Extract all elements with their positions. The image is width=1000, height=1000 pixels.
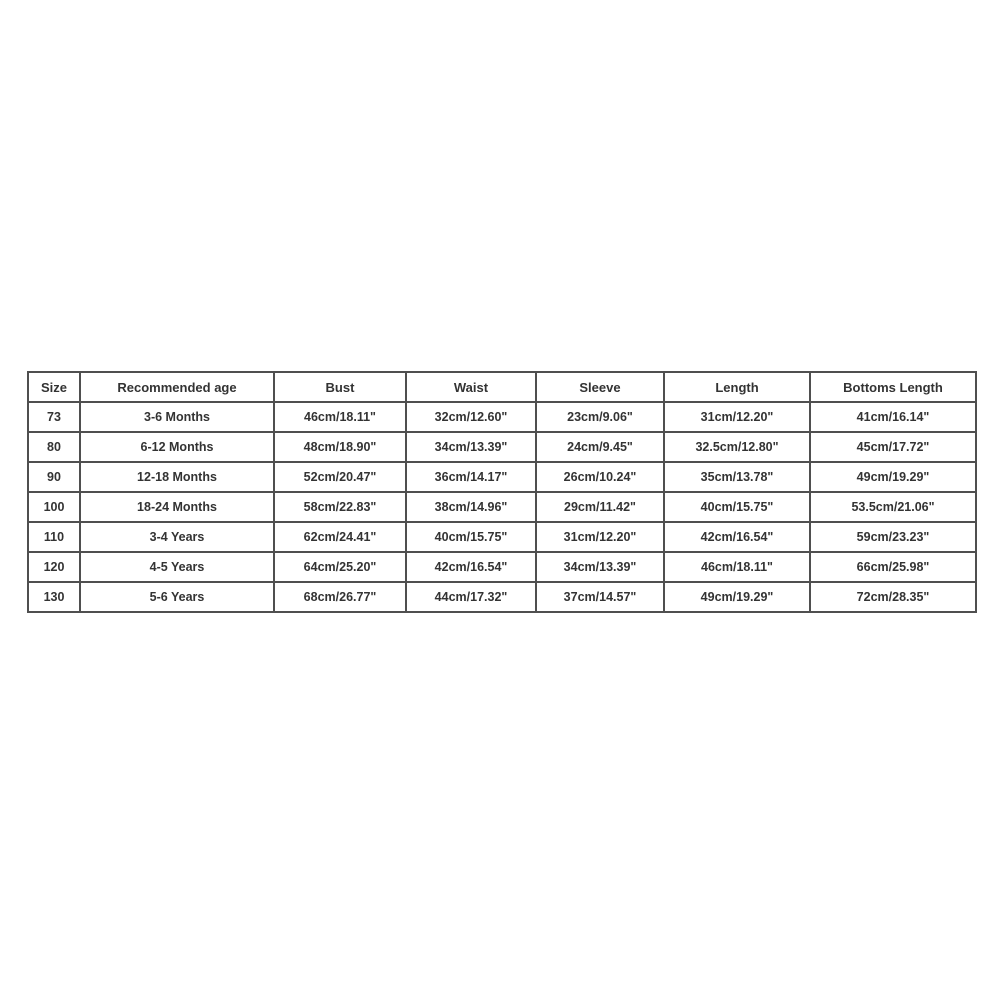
table-cell: 120 <box>28 552 80 582</box>
table-cell: 66cm/25.98" <box>810 552 976 582</box>
table-cell: 46cm/18.11" <box>274 402 406 432</box>
table-cell: 34cm/13.39" <box>536 552 664 582</box>
table-cell: 40cm/15.75" <box>664 492 810 522</box>
table-cell: 100 <box>28 492 80 522</box>
header-row <box>28 372 976 402</box>
table-cell: 40cm/15.75" <box>406 522 536 552</box>
table-cell: 5-6 Years <box>80 582 274 612</box>
table-row <box>28 462 976 492</box>
table-cell: 18-24 Months <box>80 492 274 522</box>
table-cell: 12-18 Months <box>80 462 274 492</box>
table-cell: 6-12 Months <box>80 432 274 462</box>
column-header: Bottoms Length <box>810 372 976 402</box>
table-cell: 49cm/19.29" <box>810 462 976 492</box>
table-cell: 90 <box>28 462 80 492</box>
table-cell: 23cm/9.06" <box>536 402 664 432</box>
table-cell: 49cm/19.29" <box>664 582 810 612</box>
table-cell: 31cm/12.20" <box>536 522 664 552</box>
column-header: Length <box>664 372 810 402</box>
table-row <box>28 402 976 432</box>
table-cell: 34cm/13.39" <box>406 432 536 462</box>
table-row <box>28 432 976 462</box>
table-cell: 59cm/23.23" <box>810 522 976 552</box>
table-cell: 130 <box>28 582 80 612</box>
table-cell: 110 <box>28 522 80 552</box>
table-cell: 26cm/10.24" <box>536 462 664 492</box>
table-cell: 3-4 Years <box>80 522 274 552</box>
table-cell: 42cm/16.54" <box>406 552 536 582</box>
table-cell: 68cm/26.77" <box>274 582 406 612</box>
table-cell: 52cm/20.47" <box>274 462 406 492</box>
table-cell: 48cm/18.90" <box>274 432 406 462</box>
table-cell: 37cm/14.57" <box>536 582 664 612</box>
table-cell: 4-5 Years <box>80 552 274 582</box>
table-cell: 46cm/18.11" <box>664 552 810 582</box>
table-cell: 29cm/11.42" <box>536 492 664 522</box>
table-cell: 64cm/25.20" <box>274 552 406 582</box>
table-cell: 32cm/12.60" <box>406 402 536 432</box>
table-cell: 35cm/13.78" <box>664 462 810 492</box>
table-cell: 45cm/17.72" <box>810 432 976 462</box>
table-cell: 42cm/16.54" <box>664 522 810 552</box>
table-cell: 53.5cm/21.06" <box>810 492 976 522</box>
size-chart-table <box>27 371 977 613</box>
column-header: Sleeve <box>536 372 664 402</box>
table-cell: 72cm/28.35" <box>810 582 976 612</box>
column-header: Waist <box>406 372 536 402</box>
column-header: Recommended age <box>80 372 274 402</box>
table-row <box>28 582 976 612</box>
table-cell: 62cm/24.41" <box>274 522 406 552</box>
table-cell: 44cm/17.32" <box>406 582 536 612</box>
table-cell: 24cm/9.45" <box>536 432 664 462</box>
column-header: Bust <box>274 372 406 402</box>
table-cell: 36cm/14.17" <box>406 462 536 492</box>
table-row <box>28 492 976 522</box>
table-cell: 31cm/12.20" <box>664 402 810 432</box>
table-row <box>28 522 976 552</box>
table-cell: 58cm/22.83" <box>274 492 406 522</box>
table-cell: 32.5cm/12.80" <box>664 432 810 462</box>
table-cell: 3-6 Months <box>80 402 274 432</box>
table-cell: 80 <box>28 432 80 462</box>
column-header: Size <box>28 372 80 402</box>
table-cell: 38cm/14.96" <box>406 492 536 522</box>
table-row <box>28 552 976 582</box>
table-cell: 73 <box>28 402 80 432</box>
table-cell: 41cm/16.14" <box>810 402 976 432</box>
